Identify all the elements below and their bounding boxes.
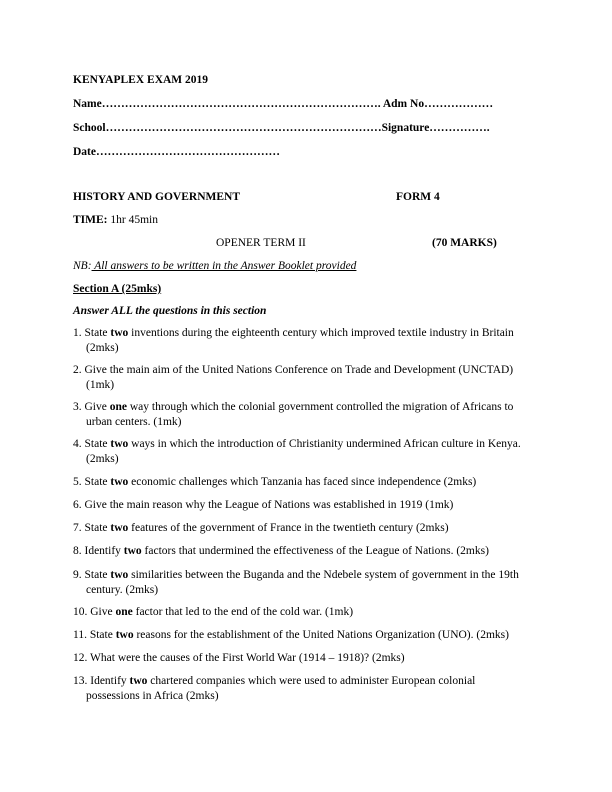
question-text: Identify	[84, 545, 124, 557]
school-signature-field: School………………………………………………………………Signature…………….	[73, 122, 490, 134]
question-number: 7.	[73, 522, 82, 534]
question-emphasis: one	[109, 401, 127, 413]
question-6	[73, 498, 548, 513]
question-number: 9.	[73, 569, 82, 581]
question-9	[73, 568, 548, 598]
question-emphasis: two	[110, 327, 129, 339]
question-emphasis: two	[110, 438, 129, 450]
question-text: State	[84, 522, 111, 534]
question-11	[73, 628, 548, 643]
question-number: 11.	[73, 629, 87, 641]
question-number: 8.	[73, 545, 82, 557]
date-field: Date…………………………………………	[73, 146, 280, 158]
nb-text: All answers to be written in the Answer Booklet provided	[91, 260, 357, 272]
question-text: State	[86, 629, 116, 641]
question-text: inventions during the eighteenth century which improved textile industry in Britain	[128, 327, 514, 339]
question-5	[73, 475, 548, 490]
section-title: Section A (25mks)	[73, 283, 162, 295]
question-13	[73, 674, 548, 704]
question-number: 10.	[73, 606, 88, 618]
question-continuation: (2mks)	[86, 342, 119, 354]
total-marks: (70 MARKS)	[432, 237, 497, 249]
question-text: factor that led to the end of the cold war. (1mk)	[132, 606, 354, 618]
question-continuation: (1mk)	[86, 379, 115, 391]
question-text: State	[84, 327, 111, 339]
question-text: reasons for the establishment of the United Nations Organization (UNO). (2mks)	[133, 629, 509, 641]
question-text: State	[84, 438, 111, 450]
section-instruction: Answer ALL the questions in this section	[73, 305, 267, 317]
question-text: ways in which the introduction of Christianity undermined African culture in Kenya.	[128, 438, 521, 450]
question-text: factors that undermined the effectiveness of the League of Nations. (2mks)	[141, 545, 489, 557]
question-emphasis: two	[115, 629, 134, 641]
question-number: 2.	[73, 364, 82, 376]
question-text: similarities between the Buganda and the Ndebele system of government in the 19th	[128, 569, 519, 581]
form-label: FORM 4	[396, 191, 440, 203]
question-1	[73, 326, 548, 356]
question-emphasis: two	[110, 522, 129, 534]
time-value: 1hr 45min	[107, 214, 158, 226]
nb-note	[73, 259, 356, 273]
question-12	[73, 651, 548, 666]
name-adm-field: Name………………………………………………………………. Adm No………………	[73, 98, 494, 110]
question-continuation: possessions in Africa (2mks)	[86, 690, 219, 702]
question-text: economic challenges which Tanzania has faced since independence (2mks)	[128, 476, 477, 488]
subject-title: HISTORY AND GOVERNMENT	[73, 191, 241, 203]
question-number: 13.	[73, 675, 88, 687]
time-label: TIME:	[73, 214, 108, 226]
question-number: 5.	[73, 476, 82, 488]
question-emphasis: two	[123, 545, 142, 557]
question-number: 12.	[73, 652, 88, 664]
question-7	[73, 521, 548, 536]
question-10	[73, 605, 548, 620]
question-text: chartered companies which were used to administer European colonial	[147, 675, 476, 687]
question-text: Identify	[90, 675, 130, 687]
question-number: 6.	[73, 499, 82, 511]
question-emphasis: two	[110, 569, 129, 581]
question-text: way through which the colonial government controlled the migration of Africans to	[126, 401, 514, 413]
question-text: Give the main reason why the League of Nations was established in 1919 (1mk)	[84, 499, 454, 511]
question-emphasis: one	[115, 606, 133, 618]
question-text: Give	[84, 401, 110, 413]
question-emphasis: two	[110, 476, 129, 488]
question-text: Give the main aim of the United Nations Conference on Trade and Development (UNCTAD)	[84, 364, 514, 376]
question-text: What were the causes of the First World War (1914 – 1918)? (2mks)	[90, 652, 405, 664]
question-number: 3.	[73, 401, 82, 413]
question-text: features of the government of France in the twentieth century (2mks)	[128, 522, 449, 534]
question-3	[73, 400, 548, 430]
question-emphasis: two	[129, 675, 148, 687]
question-8	[73, 544, 548, 559]
question-text: State	[84, 476, 111, 488]
question-4	[73, 437, 548, 467]
question-continuation: urban centers. (1mk)	[86, 416, 182, 428]
nb-prefix: NB:	[73, 260, 92, 272]
exam-title: KENYAPLEX EXAM 2019	[73, 74, 209, 86]
question-text: Give	[90, 606, 116, 618]
time-line	[73, 213, 158, 227]
question-number: 4.	[73, 438, 82, 450]
question-continuation: century. (2mks)	[86, 584, 159, 596]
question-number: 1.	[73, 327, 82, 339]
question-continuation: (2mks)	[86, 453, 119, 465]
question-2	[73, 363, 548, 393]
term-label: OPENER TERM II	[216, 237, 306, 249]
question-text: State	[84, 569, 111, 581]
